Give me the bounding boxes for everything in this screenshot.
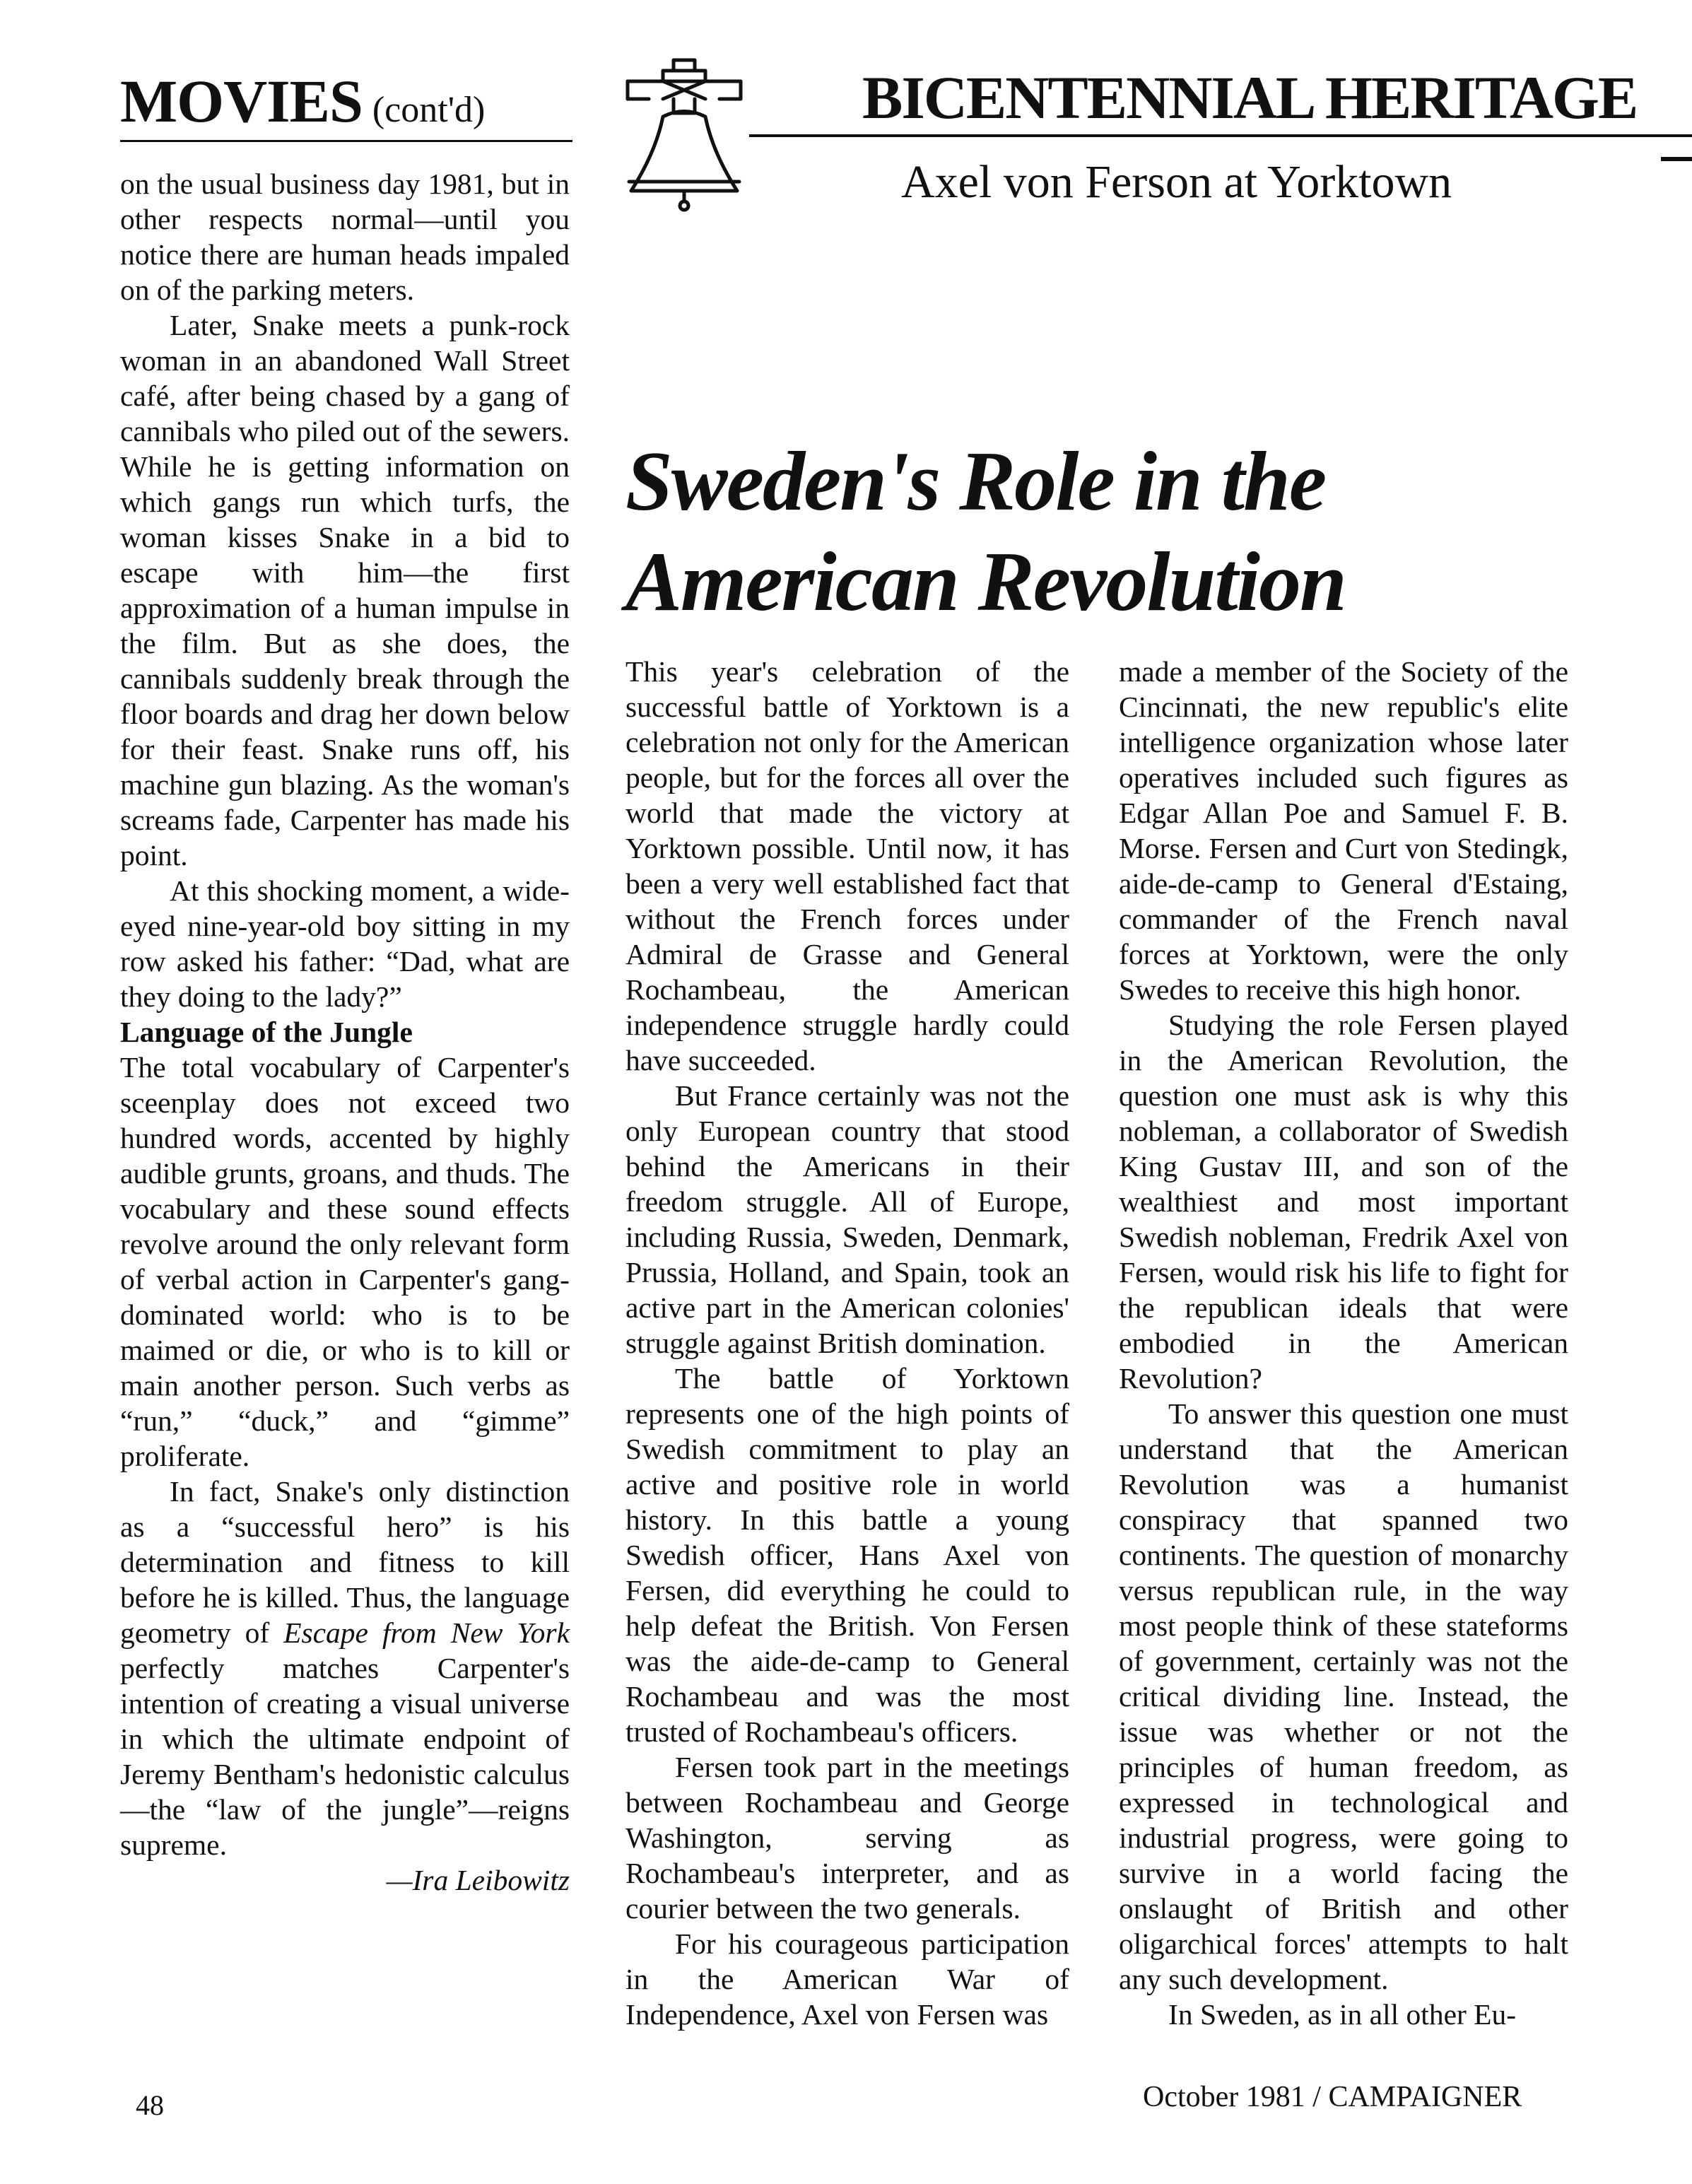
paragraph: At this shocking moment, a wide-eyed nine-year-old boy sitting in my row asked his father: “Dad, what are they doing to the lady?”: [120, 874, 570, 1013]
paragraph: Fersen took part in the meetings between Rochambeau and George Washington, serving as Rochambeau's interpreter, and as courier between the two generals.: [625, 1751, 1069, 1925]
paragraph: made a member of the Society of the Cincinnati, the new republic's elite intelligence organization whose later operatives included such figures as Edgar Allan Poe and Samuel F. B. Morse. Fersen and Curt von Stedingk, aide-de-camp to General d'Estaing, commander of the French naval forces at Yorktown, were the only Swedes to receive this high honor.: [1119, 655, 1568, 1006]
paragraph-text: In fact, Snake's only distinction as a “successful hero” is his determination and fitness to kill before he is killed. Thus, the language geometry of: [120, 1475, 570, 1649]
article-column-2: [1119, 654, 1568, 2032]
paragraph: [120, 1474, 570, 1862]
movies-cont-label: (cont'd): [372, 90, 486, 130]
paragraph: The total vocabulary of Carpenter's sceenplay does not exceed two hundred words, accented by highly audible grunts, groans, and thuds. The vocabulary and these sound effects revolve around the only relevant form of verbal action in Carpenter's gang-dominated world: who is to be maimed or die, or who is to kill or main another person. Such verbs as “run,” “duck,” and “gimme” proliferate.: [120, 1051, 570, 1472]
article-subtitle: Axel von Ferson at Yorktown: [901, 156, 1452, 208]
section-heading: Language of the Jungle: [120, 1016, 413, 1048]
section-rule: [749, 134, 1692, 137]
paragraph-text: perfectly matches Carpenter's intention of creating a visual universe in which the ultimate endpoint of Jeremy Bentham's hedonistic calculus—the “law of the jungle”—reigns supreme.: [120, 1652, 570, 1861]
issue-footer: October 1981 / CAMPAIGNER: [1143, 2081, 1522, 2113]
author-signature: —Ira Leibowitz: [386, 1864, 570, 1896]
paragraph: For his courageous participation in the American War of Independence, Axel von Fersen was: [625, 1927, 1069, 2031]
headline-line-1: Sweden's Role in the: [625, 434, 1326, 528]
headline-line-2: American Revolution: [625, 534, 1346, 628]
liberty-bell-icon: [613, 53, 755, 216]
article-column-1: [625, 654, 1069, 2032]
paragraph: This year's celebration of the successful battle of Yorktown is a celebration not only for the American people, but for the forces all over the world that made the victory at Yorktown possible. Until now, it has been a very well established fact that without the French forces under Admiral de Grasse and General Rochambeau, the American independence struggle hardly could have succeeded.: [625, 655, 1069, 1076]
paragraph: The battle of Yorktown represents one of the high points of Swedish commitment to play an active and positive role in world history. In this battle a young Swedish officer, Hans Axel von Fersen, did everything he could to help defeat the British. Von Fersen was the aide-de-camp to General Rochambeau and was the most trusted of Rochambeau's officers.: [625, 1362, 1069, 1748]
paragraph: But France certainly was not the only European country that stood behind the Americans in their freedom struggle. All of Europe, including Russia, Sweden, Denmark, Prussia, Holland, and Spain, took an active part in the American colonies' struggle against British domination.: [625, 1079, 1069, 1359]
section-title: BICENTENNIAL HERITAGE: [862, 64, 1638, 131]
page-number: 48: [136, 2089, 164, 2121]
film-title: Escape from New York: [283, 1616, 570, 1649]
article-headline: [625, 431, 1544, 632]
paragraph: Later, Snake meets a punk-rock woman in an abandoned Wall Street café, after being chased by a gang of cannibals who piled out of the sewers. While he is getting information on which gangs run which turfs, the woman kisses Snake in a bid to escape with him—the first approximation of a human impulse in the film. But as she does, the cannibals suddenly break through the floor boards and drag her down below for their feast. Snake runs off, his machine gun blazing. As the woman's screams fade, Carpenter has made his point.: [120, 309, 570, 871]
edge-mark: [1661, 157, 1692, 161]
movies-header: [120, 67, 572, 135]
paragraph: on the usual business day 1981, but in other respects normal—until you notice there are human heads impaled on of the parking meters.: [120, 168, 570, 306]
movies-column: [120, 166, 570, 1898]
paragraph: Studying the role Fersen played in the American Revolution, the question one must ask is why this nobleman, a collaborator of Swedish King Gustav III, and son of the wealthiest and most important Swedish nobleman, Fredrik Axel von Fersen, would risk his life to fight for the republican ideals that were embodied in the American Revolution?: [1119, 1009, 1568, 1395]
paragraph: To answer this question one must understand that the American Revolution was a humanist conspiracy that spanned two continents. The question of monarchy versus republican rule, in the way most people think of these stateforms of government, certainly was not the critical dividing line. Instead, the issue was whether or not the principles of human freedom, as expressed in technological and industrial progress, were going to survive in a world facing the onslaught of British and other oligarchical forces' attempts to halt any such development.: [1119, 1397, 1568, 1995]
movies-rule: [120, 140, 572, 142]
movies-title: MOVIES: [120, 67, 363, 135]
paragraph: In Sweden, as in all other Eu-: [1168, 1998, 1517, 2031]
